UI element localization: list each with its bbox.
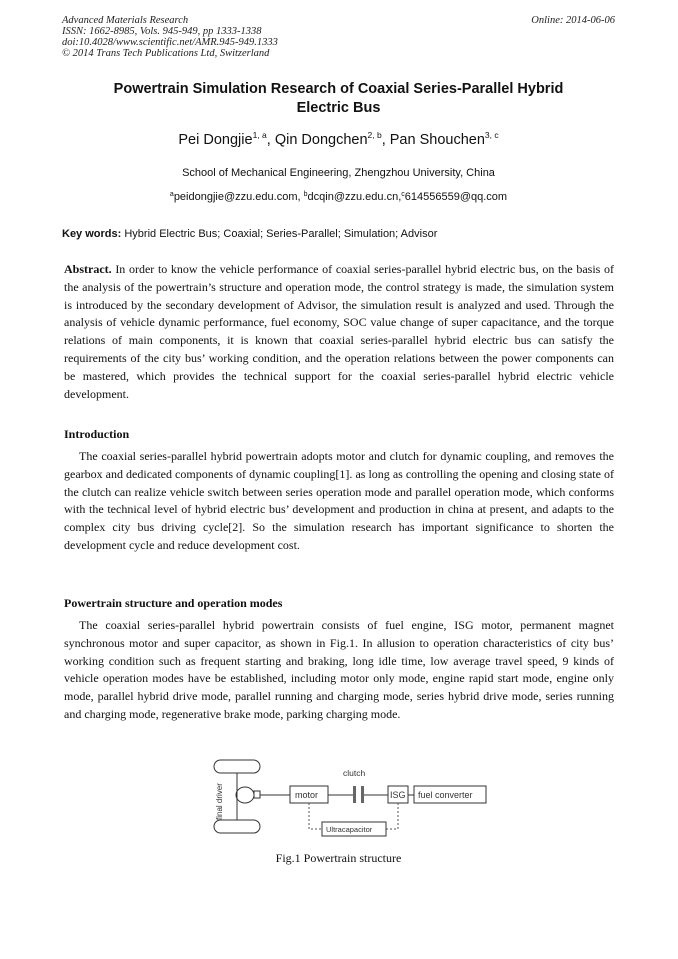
email-sup: c <box>401 191 405 198</box>
doi-line: doi:10.4028/www.scientific.net/AMR.945-949.1333 <box>62 37 278 48</box>
clutch-label: clutch <box>343 768 366 778</box>
author-name: Qin Dongchen <box>274 132 368 148</box>
clutch-plate-right <box>361 786 364 803</box>
clutch-plate-left <box>353 786 356 803</box>
author-affil-sup: 1, a <box>252 130 267 140</box>
isg-label: ISG <box>390 790 406 800</box>
paper-title <box>62 80 615 118</box>
email-sup: b <box>303 191 308 198</box>
title-line-2: Electric Bus <box>296 100 381 116</box>
differential-shape <box>236 787 254 803</box>
affiliation: School of Mechanical Engineering, Zhengzhou University, China <box>182 167 495 179</box>
online-date: Online: 2014-06-06 <box>531 15 615 26</box>
electrical-link-motor <box>309 803 322 829</box>
author-name: Pei Dongjie <box>178 132 253 148</box>
copyright-line: © 2014 Trans Tech Publications Ltd, Switzerland <box>62 48 270 59</box>
issn-line: ISSN: 1662-8985, Vols. 945-949, pp 1333-1338 <box>62 26 262 37</box>
abstract-label: Abstract. <box>64 262 112 276</box>
wheel-bottom <box>214 820 260 833</box>
intro-heading: Introduction <box>64 427 130 441</box>
keywords <box>62 228 615 240</box>
wheel-top <box>214 760 260 773</box>
intro-paragraph: The coaxial series-parallel hybrid powertrain adopts motor and clutch for dynamic coupling, and removes the gearbox and dedicated components of dynamic coupling[1]. as long as controlling the opening and closing state of the clutch can realize vehicle switch between series operation mode and parallel operation mode, which conforms with the technical level of hybrid electric bus’ development and production in china at present, and adapts to the complex city bus driving cycle[2]. So the simulation research has important significance to shorten the development cycle and reduce development cost. <box>64 449 614 552</box>
email-link[interactable]: 614556559@qq.com <box>404 191 508 203</box>
email-sup: a <box>169 191 174 198</box>
author-name: Pan Shouchen <box>389 132 485 148</box>
email-list <box>62 191 615 203</box>
author-separator: , <box>381 132 390 148</box>
motor-label: motor <box>295 790 319 800</box>
abstract <box>64 261 614 403</box>
powertrain-paragraph: The coaxial series-parallel hybrid powertrain consists of fuel engine, ISG motor, permanent magnet synchronous motor and super capacitor, as shown in Fig.1. In allusion to operation characteristics of city bus’ working condition such as frequent starting and braking, long idle time, low average travel speed, 9 kinds of vehicle operation modes have be established, including motor only mode, engine rapid start mode, engine only mode, parallel hybrid drive mode, parallel running and charging mode, series hybrid drive mode, series running and charging mode, regenerative brake mode, parking charging mode. <box>64 618 614 721</box>
final-driver-label: final driver <box>215 783 224 820</box>
ultracapacitor-label: Ultracapacitor <box>326 825 373 834</box>
journal-metadata <box>62 15 278 59</box>
journal-name: Advanced Materials Research <box>62 15 189 26</box>
keywords-text: Hybrid Electric Bus; Coaxial; Series-Parallel; Simulation; Advisor <box>121 228 438 240</box>
author-affil-sup: 3, c <box>484 130 499 140</box>
section-heading-powertrain: Powertrain structure and operation modes <box>64 596 283 610</box>
powertrain-figure <box>212 758 492 848</box>
email-link[interactable]: dcqin@zzu.edu.cn, <box>307 191 402 203</box>
title-line-1: Powertrain Simulation Research of Coaxial Series-Parallel Hybrid <box>113 81 564 97</box>
author-separator: , <box>266 132 275 148</box>
email-link[interactable]: peidongjie@zzu.edu.com, <box>173 191 304 203</box>
author-list <box>62 130 615 148</box>
abstract-text: In order to know the vehicle performance of coaxial series-parallel hybrid electric bus, on the basis of the analysis of the powertrain’s structure and operation mode, the control strategy is made, the simulation system is introduced by the secondary development of Advisor, the simulation result is analyzed and used. Through the analysis of vehicle dynamic performance, fuel economy, SOC value change of super capacitance, and the torque relations of main components, it is known that coaxial series-parallel hybrid electric bus can satisfy the requirements of the city bus’ working condition, and the operation relations between the power components can be mastered, which provides the technical support for the coaxial series-parallel hybrid electric vehicle development. <box>64 262 614 401</box>
keywords-label: Key words: <box>62 228 122 240</box>
figure-caption: Fig.1 Powertrain structure <box>275 851 402 865</box>
final-driver-box <box>254 791 260 798</box>
electrical-link-isg <box>386 803 398 829</box>
author-affil-sup: 2, b <box>367 130 382 140</box>
fuel-converter-label: fuel converter <box>418 790 473 800</box>
